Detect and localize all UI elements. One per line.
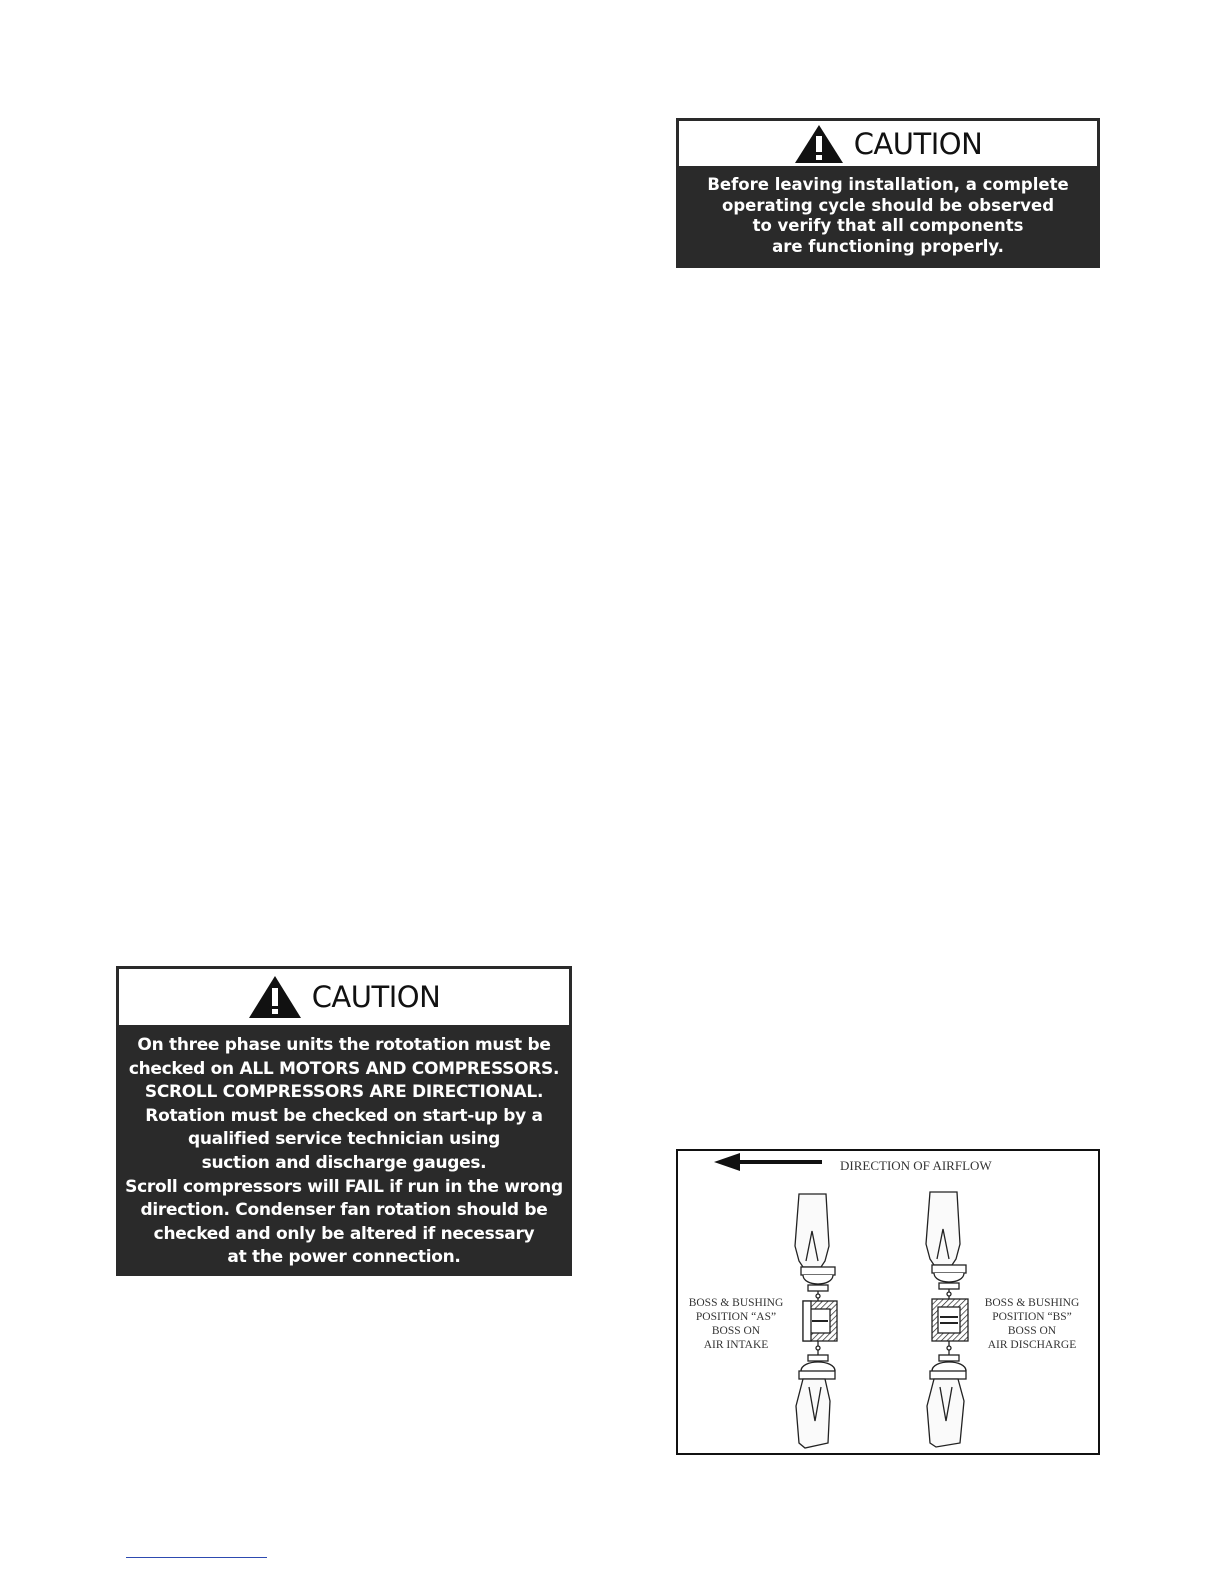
- position-line: POSITION “BS”: [992, 1311, 1072, 1323]
- caution-line: Scroll compressors will FAIL if run in the wrong: [125, 1176, 563, 1197]
- position-bs-label: [974, 1296, 1090, 1352]
- caution-line: SCROLL COMPRESSORS ARE DIRECTIONAL.: [144, 1082, 544, 1103]
- caution-header: [679, 121, 1097, 166]
- caution-heading: CAUTION: [853, 126, 983, 161]
- position-line: POSITION “AS”: [695, 1311, 777, 1323]
- caution-line: checked and only be altered if necessary: [153, 1223, 535, 1244]
- fan-boss-bushing-figure: [676, 1149, 1100, 1455]
- caution-line: qualified service technician using: [188, 1129, 500, 1150]
- caution-message: [119, 1025, 569, 1270]
- caution-header: [119, 969, 569, 1025]
- warning-triangle-icon: [248, 975, 302, 1019]
- position-line: BOSS & BUSHING: [984, 1297, 1080, 1309]
- position-as-label: [678, 1296, 794, 1352]
- airflow-direction-label: DIRECTION OF AIRFLOW: [840, 1158, 992, 1173]
- caution-line: operating cycle should be observed: [721, 195, 1055, 215]
- fan-assembly-as: [795, 1194, 837, 1448]
- caution-line: checked on ALL MOTORS AND COMPRESSORS.: [128, 1058, 560, 1079]
- caution-line: to verify that all components: [752, 216, 1024, 236]
- caution-line: are functioning properly.: [772, 236, 1004, 256]
- caution-line: at the power connection.: [227, 1247, 461, 1268]
- fan-assembly-bs: [926, 1192, 968, 1447]
- position-line: BOSS & BUSHING: [688, 1297, 784, 1309]
- caution-line: Before leaving installation, a complete: [707, 175, 1069, 194]
- position-line: BOSS ON: [1007, 1325, 1057, 1337]
- position-line: AIR DISCHARGE: [987, 1339, 1077, 1351]
- caution-line: suction and discharge gauges.: [201, 1152, 487, 1173]
- caution-line: direction. Condenser fan rotation should be: [140, 1200, 548, 1221]
- caution-line: On three phase units the rototation must be: [137, 1035, 551, 1055]
- caution-label-startup: [676, 118, 1100, 268]
- warning-triangle-icon: [794, 124, 844, 164]
- caution-heading: CAUTION: [311, 980, 441, 1014]
- position-line: AIR INTAKE: [703, 1339, 769, 1351]
- position-line: BOSS ON: [711, 1325, 761, 1337]
- footer-rule: [126, 1557, 267, 1558]
- arrow-left-icon: [714, 1153, 822, 1171]
- caution-message: [679, 166, 1097, 257]
- caution-label-rotation: [116, 966, 572, 1276]
- caution-line: Rotation must be checked on start-up by a: [145, 1105, 543, 1126]
